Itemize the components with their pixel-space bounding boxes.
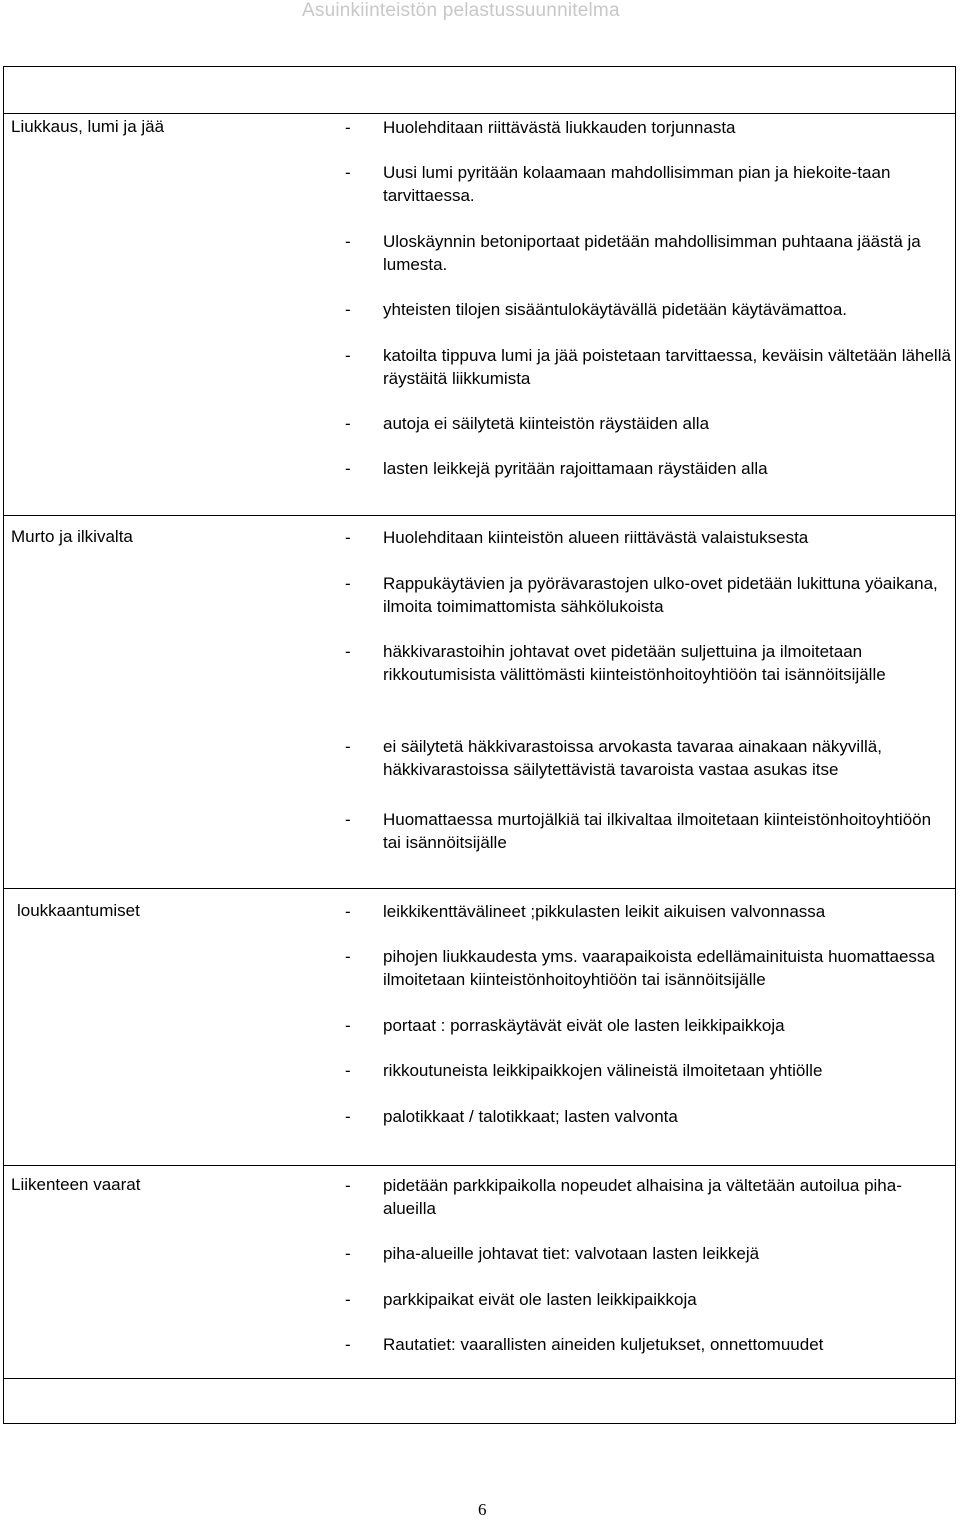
list-item: - katoilta tippuva lumi ja jää poistetaan tarvittaessa, keväisin vältetään lähellä räystäitä liikkumista — [345, 346, 951, 388]
list-item: - Uloskäynnin betoniportaat pidetään mahdollisimman puhtaana jäästä ja lumesta. — [345, 232, 921, 274]
list-item: - Huolehditaan riittävästä liukkauden torjunnasta — [345, 118, 736, 137]
list-dash: - — [345, 118, 351, 137]
table-row-divider — [3, 1165, 956, 1166]
list-dash: - — [345, 737, 351, 756]
list-item: - Huomattaessa murtojälkiä tai ilkivaltaa ilmoitetaan kiinteistönhoitoyhtiöön tai isännöitsijälle — [345, 810, 932, 852]
list-item: - pidetään parkkipaikolla nopeudet alhaisina ja vältetään autoilua piha-alueilla — [345, 1176, 902, 1218]
list-dash: - — [345, 300, 351, 319]
list-dash: - — [345, 346, 351, 365]
list-item: - Uusi lumi pyritään kolaamaan mahdollisimman pian ja hiekoite-taan tarvittaessa. — [345, 163, 891, 205]
document-header-title: Asuinkiinteistön pelastussuunnitelma — [302, 0, 620, 21]
table-row-divider — [3, 113, 956, 114]
list-dash: - — [345, 1061, 351, 1080]
list-item: - Rautatiet: vaarallisten aineiden kuljetukset, onnettomuudet — [345, 1335, 824, 1354]
list-dash: - — [345, 642, 351, 661]
list-dash: - — [345, 1290, 351, 1309]
list-dash: - — [345, 414, 351, 433]
list-item: - häkkivarastoihin johtavat ovet pidetään suljettuina ja ilmoitetaan rikkoutumisista välittömästi kiinteistönhoitoyhtiöön tai isännöitsijälle — [345, 642, 886, 684]
list-item: - rikkoutuneista leikkipaikkojen välineistä ilmoitetaan yhtiölle — [345, 1061, 823, 1080]
list-item: - lasten leikkejä pyritään rajoittamaan räystäiden alla — [345, 459, 768, 478]
section-label-traffic: Liikenteen vaarat — [11, 1175, 141, 1194]
list-dash: - — [345, 528, 351, 547]
list-dash: - — [345, 163, 351, 182]
list-dash: - — [345, 1016, 351, 1035]
list-item: - pihojen liukkaudesta yms. vaarapaikoista edellämainituista huomattaessa ilmoitetaan kiinteistönhoitoyhtiöön tai isännöitsijälle — [345, 947, 935, 989]
list-item: - autoja ei säilytetä kiinteistön räystäiden alla — [345, 414, 710, 433]
page-number: 6 — [478, 1500, 487, 1519]
section-label-injuries: loukkaantumiset — [17, 901, 140, 920]
list-item: - ei säilytetä häkkivarastoissa arvokasta tavaraa ainakaan näkyvillä, häkkivarastoissa säilytettävistä tavaroista vastaa asukas itse — [345, 737, 882, 779]
list-dash: - — [345, 947, 351, 966]
list-item: - palotikkaat / talotikkaat; lasten valvonta — [345, 1107, 678, 1126]
list-dash: - — [345, 459, 351, 478]
table-row-divider — [3, 888, 956, 889]
list-dash: - — [345, 574, 351, 593]
list-item: - Rappukäytävien ja pyörävarastojen ulko-ovet pidetään lukittuna yöaikana, ilmoita toimimattomista sähkölukoista — [345, 574, 938, 616]
section-label-slipperiness: Liukkaus, lumi ja jää — [11, 117, 165, 136]
list-dash: - — [345, 1176, 351, 1195]
list-dash: - — [345, 1335, 351, 1354]
list-item: - portaat : porraskäytävät eivät ole lasten leikkipaikkoja — [345, 1016, 785, 1035]
list-dash: - — [345, 232, 351, 251]
section-label-burglary: Murto ja ilkivalta — [11, 527, 133, 546]
list-dash: - — [345, 1244, 351, 1263]
list-item: - parkkipaikat eivät ole lasten leikkipaikkoja — [345, 1290, 697, 1309]
list-item: - leikkikenttävälineet ;pikkulasten leikit aikuisen valvonnassa — [345, 902, 826, 921]
list-item: - yhteisten tilojen sisääntulokäytävällä pidetään käytävämattoa. — [345, 300, 848, 319]
list-dash: - — [345, 810, 351, 829]
table-row-divider — [3, 515, 956, 516]
list-item: - Huolehditaan kiinteistön alueen riittävästä valaistuksesta — [345, 528, 809, 547]
list-dash: - — [345, 1107, 351, 1126]
list-dash: - — [345, 902, 351, 921]
table-row-divider — [3, 1378, 956, 1379]
list-item: - piha-alueille johtavat tiet: valvotaan lasten leikkejä — [345, 1244, 760, 1263]
